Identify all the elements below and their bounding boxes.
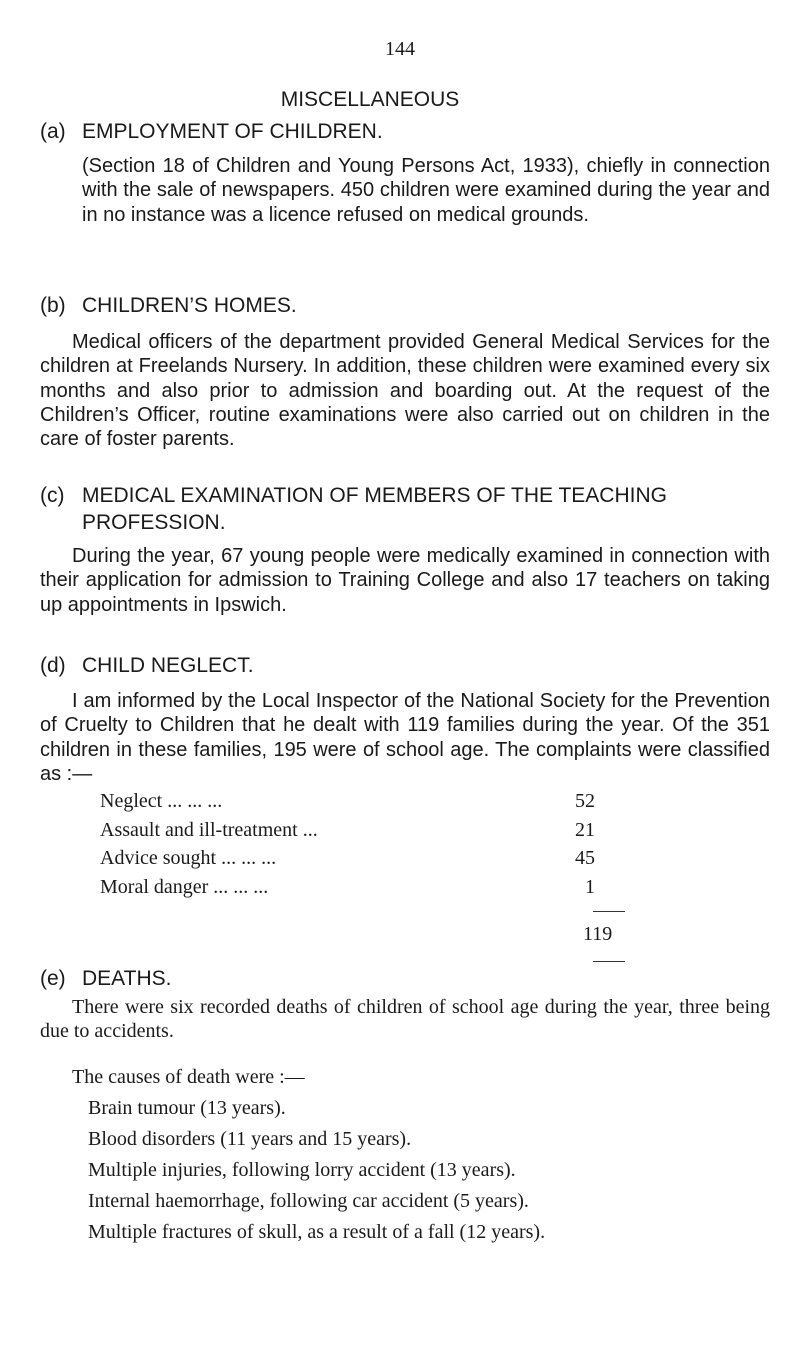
- complaints-total: 119: [583, 923, 613, 945]
- section-title: CHILD NEGLECT.: [82, 654, 254, 677]
- table-row: [100, 876, 640, 905]
- section-employment: [40, 118, 770, 227]
- page-number: 144: [385, 38, 415, 60]
- section-body: Medical officers of the department provided General Medical Services for the children at Freelands Nursery. In addition, these children were examined every six months and also prior to admission and boarding out. At the request of the Children’s Officer, routine examinations were also carried out on children in the care of foster parents.: [40, 331, 770, 451]
- section-title: MEDICAL EXAMINATION OF MEMBERS OF THE TEACHING PROFESSION.: [82, 484, 667, 534]
- complaint-category: Advice sought ... ... ...: [100, 847, 277, 869]
- section-label: (e): [40, 967, 66, 990]
- section-title: CHILDREN’S HOMES.: [82, 294, 297, 317]
- section-medical-examination: [40, 482, 770, 617]
- causes-list: [88, 1093, 788, 1248]
- section-heading: [40, 652, 770, 679]
- causes-intro: The causes of death were :—: [72, 1066, 305, 1088]
- section-label: (a): [40, 120, 66, 143]
- section-deaths: [40, 965, 770, 1044]
- complaint-count: 45: [575, 847, 595, 869]
- section-label: (b): [40, 294, 66, 317]
- section-heading: [40, 118, 770, 145]
- list-item: Brain tumour (13 years).: [88, 1097, 286, 1119]
- section-body: During the year, 67 young people were medically examined in connection with their application for admission to Training College and also 17 teachers on taking up appointments in Ipswich.: [40, 545, 770, 616]
- total-rule-top: [593, 911, 625, 912]
- section-heading: [40, 482, 770, 536]
- complaint-category: Neglect ... ... ...: [100, 790, 223, 812]
- section-heading: [40, 965, 770, 992]
- section-child-neglect: [40, 652, 770, 786]
- section-childrens-homes: [40, 292, 770, 451]
- list-item: Blood disorders (11 years and 15 years).: [88, 1128, 412, 1150]
- table-row: [100, 790, 640, 819]
- page-title: MISCELLANEOUS: [280, 88, 460, 111]
- section-body: I am informed by the Local Inspector of the National Society for the Prevention of Cruelty to Children that he dealt with 119 families during the year. Of the 351 children in these families, 195 were of school age. The complaints were classified as :—: [40, 690, 770, 785]
- section-label: (d): [40, 654, 66, 677]
- table-row: [100, 819, 640, 848]
- section-body: There were six recorded deaths of children of school age during the year, three being due to accidents.: [40, 996, 770, 1043]
- list-item: Multiple injuries, following lorry accident (13 years).: [88, 1159, 516, 1181]
- complaint-count: 21: [575, 818, 595, 841]
- list-item: Multiple fractures of skull, as a result of a fall (12 years).: [88, 1221, 546, 1243]
- complaint-category: Assault and ill-treatment ...: [100, 818, 318, 841]
- complaint-category: Moral danger ... ... ...: [100, 875, 269, 898]
- complaint-count: 1: [585, 875, 595, 898]
- section-body: (Section 18 of Children and Young Persons Act, 1933), chiefly in connection with the sale of newspapers. 450 children were examined during the year and in no instance was a licence refused on medical grounds.: [82, 155, 770, 226]
- complaint-count: 52: [575, 790, 595, 812]
- total-rule-bottom: [593, 961, 625, 962]
- table-row: [100, 847, 640, 876]
- section-label: (c): [40, 484, 65, 507]
- section-title: EMPLOYMENT OF CHILDREN.: [82, 120, 383, 143]
- section-heading: [40, 292, 770, 319]
- section-title: DEATHS.: [82, 967, 172, 990]
- complaints-table: [100, 790, 640, 904]
- list-item: Internal haemorrhage, following car accident (5 years).: [88, 1190, 529, 1212]
